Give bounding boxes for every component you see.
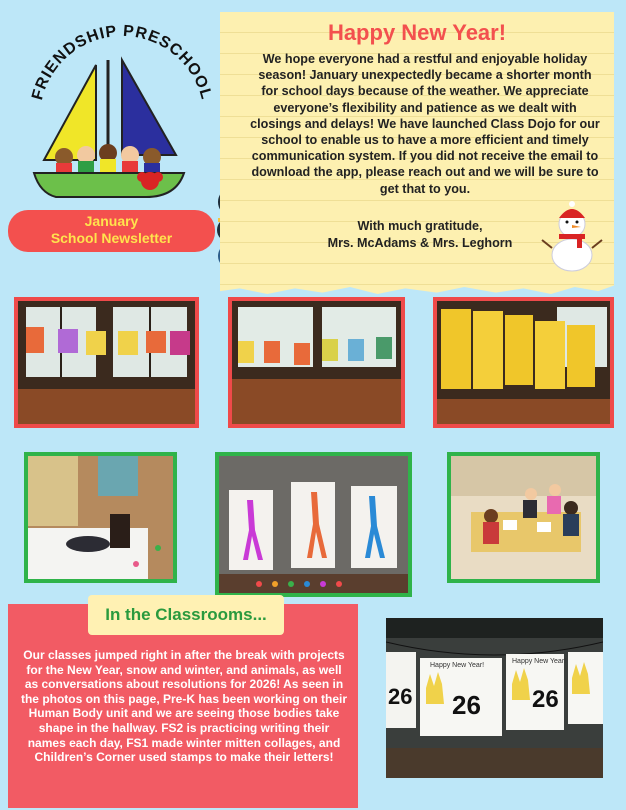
photo-body-tracing [24,452,177,583]
banner-year-1: 26 [388,684,413,709]
classrooms-title: In the Classrooms... [88,595,284,635]
newsletter-title: School Newsletter [50,230,173,246]
newsletter-label [8,210,215,252]
note-closing: With much gratitude, [357,219,483,233]
banner-greeting-1: Happy New Year! [430,662,485,669]
banner-year-2: 26 [452,690,481,720]
photo-mittens-1 [14,297,199,428]
note-signature: Mrs. McAdams & Mrs. Leghorn [327,235,513,250]
photo-body-art [215,452,412,597]
banner-year-3: 26 [532,686,559,713]
note-title: Happy New Year! [327,20,507,45]
classrooms-body: Our classes jumped right in after the break with projects for the New Year, snow and winter, and animals, as well as conversations about resolutions for 2026! As seen in the photos on this page, Pre-K has been working on their Human Body unit and we are seeing those bodies take shape in the hallway. FS2 is practicing writing their names each day, FS1 made winter mitten collages, and Children’s Corner used stamps to make their letters! [20,648,348,765]
school-name: FRIENDSHIP PRESCHOOL [29,22,215,102]
note-body: We hope everyone had a restful and enjoyable holiday season! January unexpectedly became a shorter month for school days because of the weather. We appreciate everyone’s flexibility and patience as we dealt with closings and delays! We have launched Class Dojo for our school to enable us to have a more efficient and timely communication system. If you did not receive the email to download the app, please reach out and we will be sure to get that to you. [250,52,600,196]
photo-mittens-2 [228,297,405,428]
newsletter-month: January [84,213,139,229]
banner-greeting-2: Happy New Year! [512,658,567,665]
snowman-illustration [541,200,603,272]
photo-yellow-papers [433,297,614,428]
photo-writing-table [447,452,600,583]
sailboat-logo [26,55,191,205]
note-signoff [250,218,590,251]
photo-2026-banner [386,618,603,778]
